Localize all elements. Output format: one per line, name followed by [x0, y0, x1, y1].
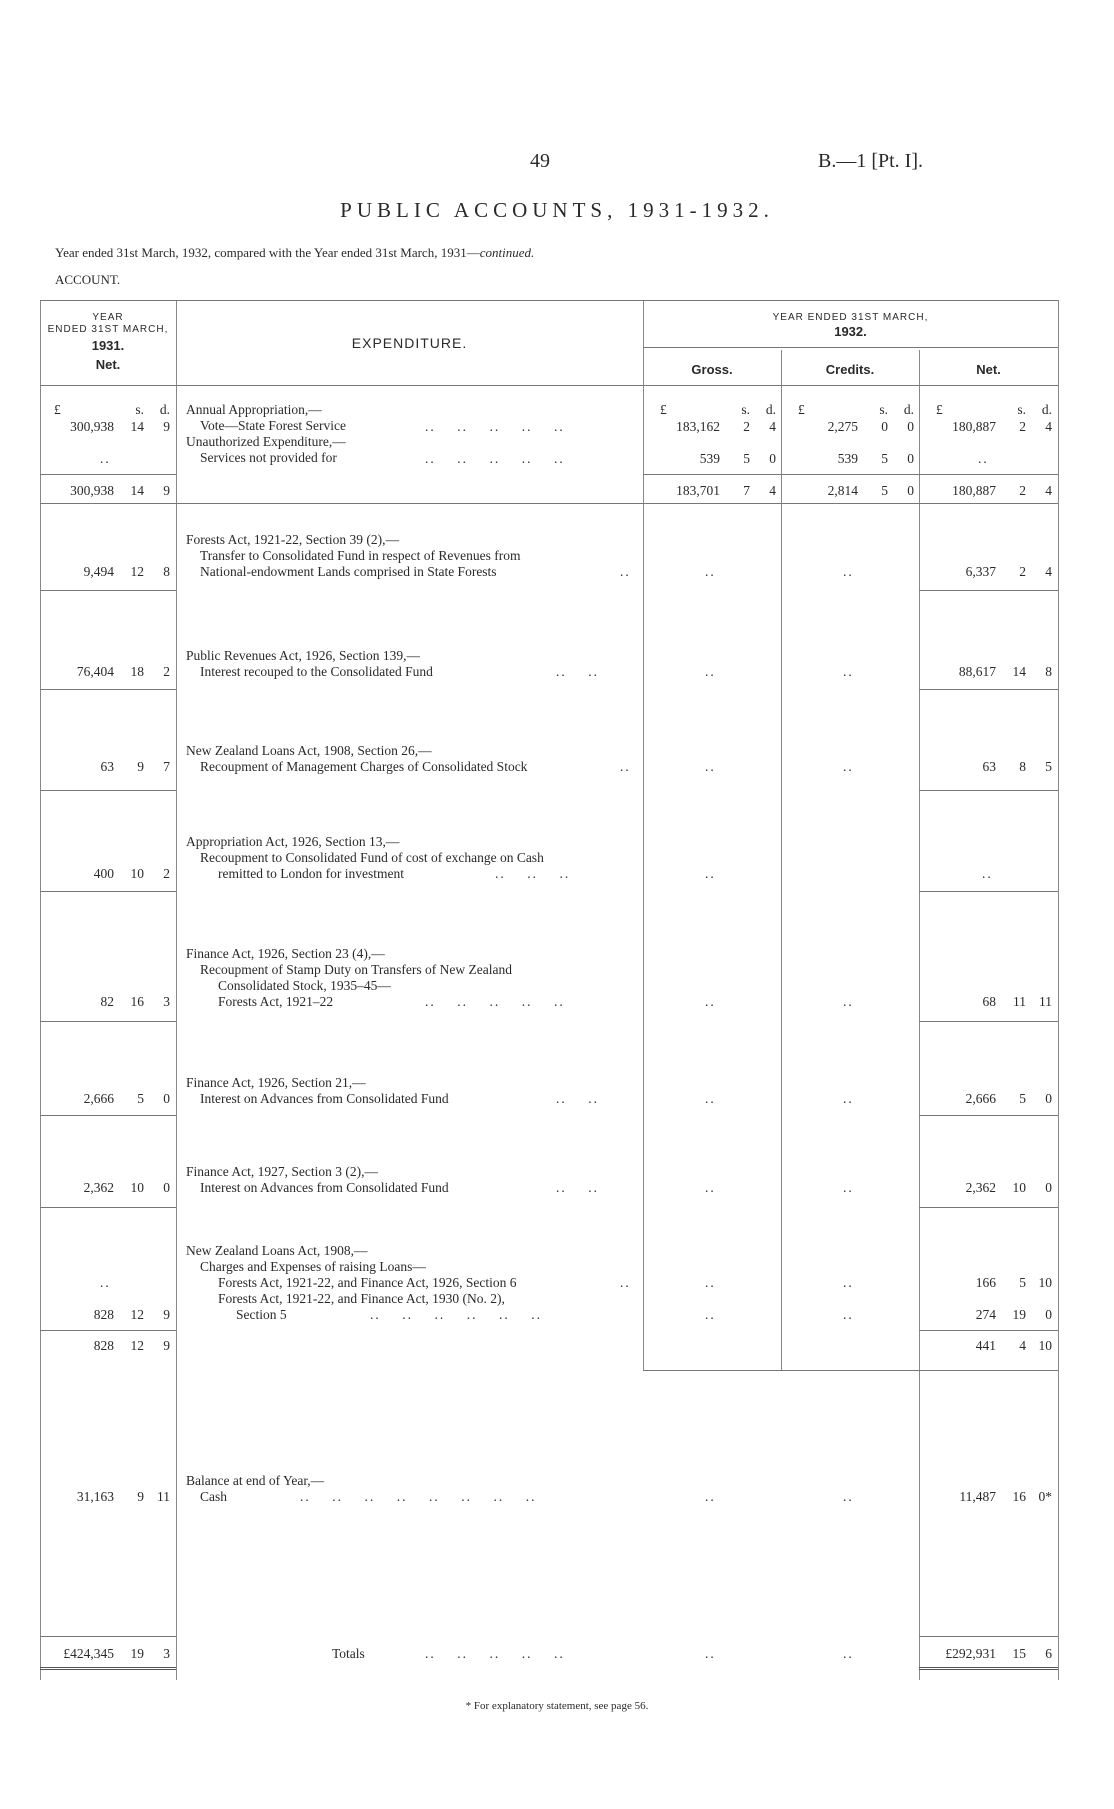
item-label: Charges and Expenses of raising Loans—	[200, 1259, 426, 1274]
page-header	[0, 150, 1114, 180]
empty-value: ..	[705, 664, 716, 679]
gross-header: Gross.	[691, 362, 733, 377]
table-border-left	[40, 300, 41, 1680]
net-value: 180,887 2 4	[952, 419, 1052, 434]
subtitle-prefix: Year ended 31st March, 1932, compared with the Year ended 31st March, 1931—	[55, 245, 480, 260]
empty-value: ..	[843, 664, 854, 679]
section-title: Finance Act, 1927, Section 3 (2),—	[186, 1164, 378, 1179]
header-bottom-rule	[40, 385, 1058, 386]
section-title: New Zealand Loans Act, 1908, Section 26,—	[186, 743, 432, 758]
page-number: 49	[530, 150, 550, 172]
section-forests-act	[186, 532, 520, 580]
item-label: Unauthorized Expenditure,—	[186, 434, 346, 449]
prev-year-label: 1931.	[91, 338, 125, 353]
empty-value: ..	[705, 1307, 716, 1322]
net-header: Net.	[976, 362, 1001, 377]
net-value: 88,617 14 8	[958, 664, 1052, 679]
net-value: 2,666 5 0	[965, 1091, 1052, 1106]
subtotal-rule	[919, 1330, 1058, 1331]
grand-total-rule	[919, 1667, 1058, 1670]
section-title: Annual Appropriation,—	[186, 402, 322, 417]
prev-year-line1: YEAR	[92, 312, 124, 323]
section-rule	[40, 503, 1058, 504]
section-appropriation-act	[186, 834, 544, 882]
empty-value: ..	[705, 866, 716, 881]
gross-value: 539 5 0	[699, 451, 776, 466]
gross-subtotal: 183,701 7 4	[676, 483, 776, 498]
leader-dots: .. .. ..	[495, 866, 571, 881]
item-label: Recoupment to Consolidated Fund of cost of exchange on Cash	[200, 850, 544, 865]
prev-net-value: 300,938 14 9	[70, 419, 170, 434]
prev-grand-total: £424,345 19 3	[63, 1646, 170, 1661]
leader-dots: .. .. .. .. ..	[425, 451, 565, 466]
empty-value: ..	[100, 451, 111, 466]
item-label: Transfer to Consolidated Fund in respect of Revenues from	[200, 548, 521, 563]
section-rule	[919, 689, 1058, 690]
prev-net-value: 76,404 18 2	[76, 664, 170, 679]
section-rule	[643, 1370, 1058, 1371]
section-nz-loans-act-26	[186, 743, 527, 775]
empty-value: ..	[843, 1646, 854, 1661]
leader-dots: .. .. .. .. ..	[425, 994, 565, 1009]
prev-net-value: 2,666 5 0	[83, 1091, 170, 1106]
header-divider	[643, 347, 1058, 348]
item-label: National-endowment Lands comprised in State Forests	[200, 564, 497, 579]
item-label: Services not provided for	[200, 450, 337, 465]
item-label: Interest on Advances from Consolidated Fund	[200, 1091, 449, 1106]
empty-value: ..	[705, 1275, 716, 1290]
gross-value: 183,162 2 4	[676, 419, 776, 434]
section-finance-act-1927	[186, 1164, 449, 1196]
curr-year-label: 1932.	[834, 324, 867, 339]
item-label: remitted to London for investment	[218, 866, 404, 881]
leader-dots: ..	[620, 1275, 631, 1290]
net-value: 11,487 16 0*	[959, 1489, 1052, 1504]
item-label: Cash	[200, 1489, 227, 1504]
net-value: 2,362 10 0	[965, 1180, 1052, 1195]
credits-subtotal: 2,814 5 0	[827, 483, 914, 498]
item-label: Recoupment of Stamp Duty on Transfers of New Zealand	[200, 962, 512, 977]
prev-net-value: 31,163 9 11	[76, 1489, 170, 1504]
section-rule	[40, 1115, 176, 1116]
empty-value: ..	[705, 1646, 716, 1661]
leader-dots: .. .. .. .. .. ..	[370, 1307, 542, 1322]
curr-year-header: YEAR ENDED 31ST MARCH,	[772, 312, 929, 323]
empty-value: ..	[843, 564, 854, 579]
item-label: Consolidated Stock, 1935–45—	[218, 978, 391, 993]
footnote: * For explanatory statement, see page 56.	[465, 1700, 649, 1712]
prev-year-header	[40, 312, 176, 336]
section-rule	[919, 790, 1058, 791]
credits-header: Credits.	[825, 362, 875, 377]
section-rule	[40, 790, 176, 791]
section-title: Forests Act, 1921-22, Section 39 (2),—	[186, 532, 399, 547]
empty-value: ..	[982, 866, 993, 881]
section-rule	[40, 891, 176, 892]
prev-year-line2: ENDED 31ST MARCH,	[47, 324, 169, 335]
item-label: Forests Act, 1921–22	[218, 994, 334, 1009]
net-subtotal: 441 4 10	[975, 1338, 1052, 1353]
prev-net-value: 400 10 2	[93, 866, 170, 881]
totals-label: Totals	[332, 1646, 365, 1661]
net-value: 274 19 0	[975, 1307, 1052, 1322]
empty-value: ..	[843, 1275, 854, 1290]
empty-value: ..	[843, 1489, 854, 1504]
item-label: Forests Act, 1921-22, and Finance Act, 1930 (No. 2),	[218, 1291, 505, 1306]
section-rule	[919, 590, 1058, 591]
prev-net-value: 9,494 12 8	[83, 564, 170, 579]
subtotal-rule	[643, 474, 1058, 475]
net-grand-total: £292,931 15 6	[945, 1646, 1052, 1661]
grand-total-rule	[40, 1667, 176, 1670]
section-rule	[919, 891, 1058, 892]
column-divider	[643, 300, 644, 1370]
section-title: Finance Act, 1926, Section 23 (4),—	[186, 946, 385, 961]
leader-dots: .. .. .. .. .. .. .. ..	[300, 1489, 537, 1504]
item-label: Forests Act, 1921-22, and Finance Act, 1926, Section 6	[218, 1275, 517, 1290]
empty-value: ..	[978, 451, 989, 466]
prev-subtotal: 300,938 14 9	[70, 483, 170, 498]
empty-value: ..	[843, 1091, 854, 1106]
empty-value: ..	[843, 994, 854, 1009]
prev-net-value: 82 16 3	[100, 994, 170, 1009]
subtitle-suffix: continued.	[479, 245, 535, 260]
item-label: Section 5	[236, 1307, 287, 1322]
section-rule	[919, 1207, 1058, 1208]
leader-dots: ..	[620, 759, 631, 774]
prev-net-value: 2,362 10 0	[83, 1180, 170, 1195]
column-divider	[919, 350, 920, 1680]
section-finance-act-21	[186, 1075, 449, 1107]
page-title: PUBLIC ACCOUNTS, 1931-1932.	[340, 198, 774, 222]
empty-value: ..	[705, 564, 716, 579]
leader-dots: .. .. .. .. ..	[425, 1646, 565, 1661]
table-border-right	[1058, 300, 1059, 1680]
prev-net-value: 828 12 9	[93, 1307, 170, 1322]
prev-net-header: Net.	[95, 357, 121, 372]
leader-dots: .. ..	[556, 1180, 599, 1195]
totals-rule	[40, 1636, 176, 1637]
empty-value: ..	[705, 1180, 716, 1195]
prev-subtotal: 828 12 9	[93, 1338, 170, 1353]
currency-label: £ s. d.	[54, 402, 170, 417]
net-subtotal: 180,887 2 4	[952, 483, 1052, 498]
empty-value: ..	[843, 759, 854, 774]
item-label: Interest on Advances from Consolidated Fund	[200, 1180, 449, 1195]
prev-net-value: 63 9 7	[100, 759, 170, 774]
section-rule	[919, 1021, 1058, 1022]
account-label: ACCOUNT.	[55, 272, 121, 287]
section-title: New Zealand Loans Act, 1908,—	[186, 1243, 368, 1258]
section-rule	[919, 1115, 1058, 1116]
leader-dots: .. ..	[556, 1091, 599, 1106]
totals-rule	[919, 1636, 1058, 1637]
section-annual-appropriation	[186, 402, 346, 466]
leader-dots: .. ..	[556, 664, 599, 679]
empty-value: ..	[843, 1180, 854, 1195]
empty-value: ..	[843, 1307, 854, 1322]
section-rule	[40, 1207, 176, 1208]
empty-value: ..	[100, 1275, 111, 1290]
section-title: Finance Act, 1926, Section 21,—	[186, 1075, 366, 1090]
page-subtitle	[55, 245, 534, 261]
empty-value: ..	[705, 759, 716, 774]
section-rule	[40, 590, 176, 591]
currency-label: £ s. d.	[660, 402, 776, 417]
item-label: Recoupment of Management Charges of Consolidated Stock	[200, 759, 528, 774]
currency-label: £ s. d.	[936, 402, 1052, 417]
expenditure-header: EXPENDITURE.	[351, 335, 468, 351]
subtotal-rule	[40, 1330, 176, 1331]
section-rule	[40, 1021, 176, 1022]
leader-dots: ..	[620, 564, 631, 579]
net-value: 68 11 11	[982, 994, 1052, 1009]
item-label: Interest recouped to the Consolidated Fund	[200, 664, 433, 679]
currency-label: £ s. d.	[798, 402, 914, 417]
document-reference: B.—1 [Pt. I].	[818, 150, 923, 172]
section-title: Appropriation Act, 1926, Section 13,—	[186, 834, 400, 849]
section-title: Balance at end of Year,—	[186, 1473, 325, 1488]
net-value: 63 8 5	[982, 759, 1052, 774]
net-value: 166 5 10	[975, 1275, 1052, 1290]
table-border-top	[40, 300, 1058, 301]
item-label: Vote—State Forest Service	[200, 418, 346, 433]
column-divider	[176, 300, 177, 1680]
empty-value: ..	[705, 1091, 716, 1106]
credits-value: 539 5 0	[837, 451, 914, 466]
leader-dots: .. .. .. .. ..	[425, 419, 565, 434]
empty-value: ..	[705, 1489, 716, 1504]
subtotal-rule	[40, 474, 176, 475]
section-rule	[40, 689, 176, 690]
section-title: Public Revenues Act, 1926, Section 139,—	[186, 648, 420, 663]
credits-value: 2,275 0 0	[827, 419, 914, 434]
net-value: 6,337 2 4	[965, 564, 1052, 579]
section-public-revenues-act	[186, 648, 433, 680]
empty-value: ..	[705, 994, 716, 1009]
